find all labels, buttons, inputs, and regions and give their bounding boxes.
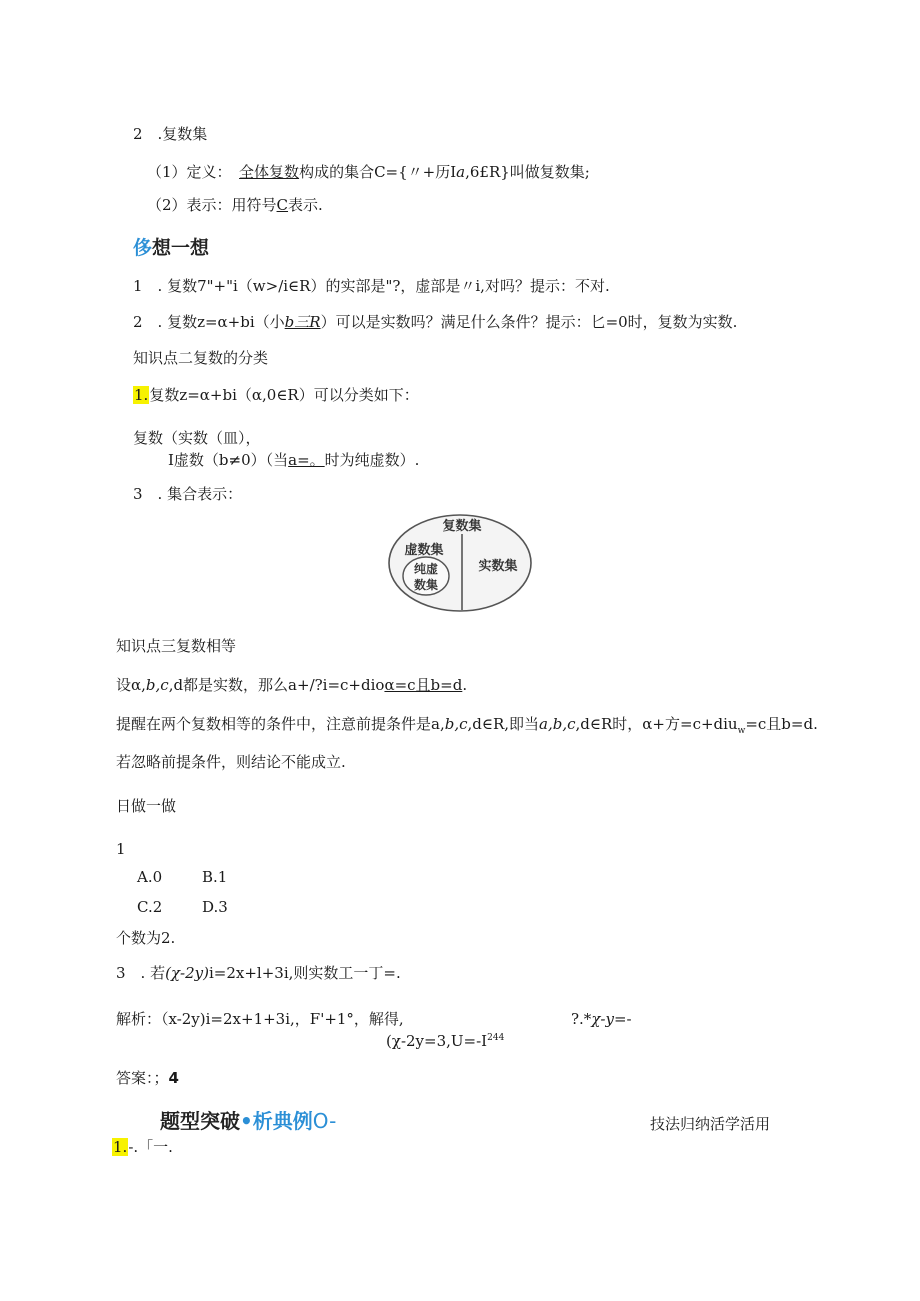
option-d: D.3 — [202, 898, 228, 916]
answer-value: 4 — [168, 1069, 179, 1087]
skills-summary-label: 技法归纳活学活用 — [650, 1115, 771, 1133]
eq2-e: ,d∈R时，α+方=c+diu — [575, 715, 738, 733]
practice-question-3 — [116, 963, 401, 983]
eq1-a: 设α, — [116, 676, 146, 694]
pure-imaginary-label-2: 数集 — [413, 578, 439, 592]
solution-line-2-a: (χ-2y=3,U=-I — [386, 1032, 488, 1050]
q3-b: (χ-2y) — [165, 964, 209, 982]
think-heading — [133, 238, 209, 258]
section-title-complex-set: 2 .复数集 — [133, 125, 208, 143]
real-set-label: 实数集 — [478, 559, 518, 574]
solution-result — [571, 1009, 632, 1029]
eq2-d: a,b,c — [539, 715, 576, 733]
solution-result-b: χ-y — [591, 1010, 614, 1028]
practice-question-number: 1 — [116, 840, 126, 858]
representation-label: （2）表示：用符号 — [147, 196, 277, 214]
representation-line — [147, 195, 323, 215]
think-q2-condition: b三R — [284, 313, 321, 331]
think-q2-part-a: 2 . 复数z=α+bi（小 — [133, 313, 285, 331]
question-types-heading — [160, 1111, 336, 1131]
definition-label: （1）定义： — [147, 163, 240, 181]
practice-title: 日做一做 — [116, 797, 177, 815]
highlight-number-1: 1. — [134, 386, 149, 404]
classification-condition: a=。 — [288, 451, 325, 469]
solution-result-c: =- — [613, 1010, 632, 1028]
solution-result-a: ?.* — [571, 1010, 592, 1028]
eq2-c: ,d∈R,即当 — [467, 715, 540, 733]
question-types-heading-b: •析典例 — [240, 1109, 313, 1133]
think-heading-icon-char: 侈 — [133, 237, 153, 259]
knowledge-point-3-title: 知识点三复数相等 — [116, 637, 237, 655]
solution-line-1: 解析：（x-2y)i=2x+1+3i,，F'+1°，解得, — [116, 1010, 404, 1028]
classification-intro — [133, 385, 419, 405]
definition-tail: ,6£R}叫做复数集; — [465, 163, 590, 181]
eq2-g: =c且b=d. — [745, 715, 818, 733]
eq2-b: b,c — [444, 715, 468, 733]
classification-intro-text: 复数z=α+bi（α,0∈R）可以分类如下： — [149, 386, 419, 404]
eq1-c: ,d都是实数，那么a+/?i=c+dio — [168, 676, 385, 694]
complex-set-label: 复数集 — [442, 519, 482, 534]
think-question-2 — [133, 312, 737, 332]
classification-line-2-a: I虚数（b≠0）（当 — [168, 451, 289, 469]
last-line-text: -.「一. — [128, 1138, 173, 1156]
definition-line — [147, 162, 590, 182]
think-heading-text: 想一想 — [152, 237, 210, 259]
option-c: C.2 — [137, 898, 163, 916]
eq2-a: 提醒在两个复数相等的条件中，注意前提条件是a, — [116, 715, 445, 733]
q3-a: 3 . 若 — [116, 964, 166, 982]
imaginary-set-label: 虚数集 — [404, 543, 444, 558]
option-a: A.0 — [137, 868, 163, 886]
set-representation-label: 3 . 集合表示： — [133, 485, 243, 503]
classification-line-2 — [168, 450, 419, 470]
solution-line-2-sup: 244 — [487, 1033, 505, 1043]
solution-line-2 — [386, 1031, 504, 1051]
pure-imaginary-label-1: 纯虚 — [413, 562, 439, 576]
equality-line-3: 若忽略前提条件，则结论不能成立. — [116, 753, 346, 771]
think-q2-part-c: ）可以是实数吗？满足什么条件？提示：匕=0时，复数为实数. — [320, 313, 738, 331]
definition-underlined-term: 全体复数 — [239, 163, 300, 181]
equality-line-1 — [116, 675, 467, 695]
highlight-number-1-footer: 1. — [113, 1138, 128, 1156]
answer-line — [116, 1068, 179, 1088]
equality-line-2 — [116, 714, 818, 734]
eq2-sub: w — [737, 726, 746, 736]
definition-var: a — [456, 163, 466, 181]
eq1-e: . — [462, 676, 468, 694]
think-question-1: 1 . 复数7"+"i（w>∕i∈R）的实部是"?，虚部是〃i,对吗？提示：不对. — [133, 277, 610, 295]
definition-text: 构成的集合C={〃+历I — [299, 163, 457, 181]
last-line — [112, 1137, 173, 1157]
classification-line-2-c: 时为纯虚数）. — [324, 451, 420, 469]
eq1-b: b,c — [145, 676, 169, 694]
q3-c: i=2x+l+3i,则实数工一丁=. — [208, 964, 401, 982]
answer-label: 答案：； — [116, 1069, 169, 1087]
knowledge-point-2-title: 知识点二复数的分类 — [133, 349, 269, 367]
question-types-heading-a: 题型突破 — [160, 1109, 240, 1133]
complex-set-diagram — [386, 512, 534, 614]
representation-tail: 表示. — [288, 196, 323, 214]
option-b: B.1 — [202, 868, 228, 886]
practice-count-line: 个数为2. — [116, 929, 176, 947]
question-types-heading-c: O- — [312, 1109, 337, 1133]
eq1-condition: α=c且b=d — [384, 676, 463, 694]
representation-symbol: C — [276, 196, 289, 214]
classification-line-1: 复数（实数（皿）， — [133, 429, 261, 447]
